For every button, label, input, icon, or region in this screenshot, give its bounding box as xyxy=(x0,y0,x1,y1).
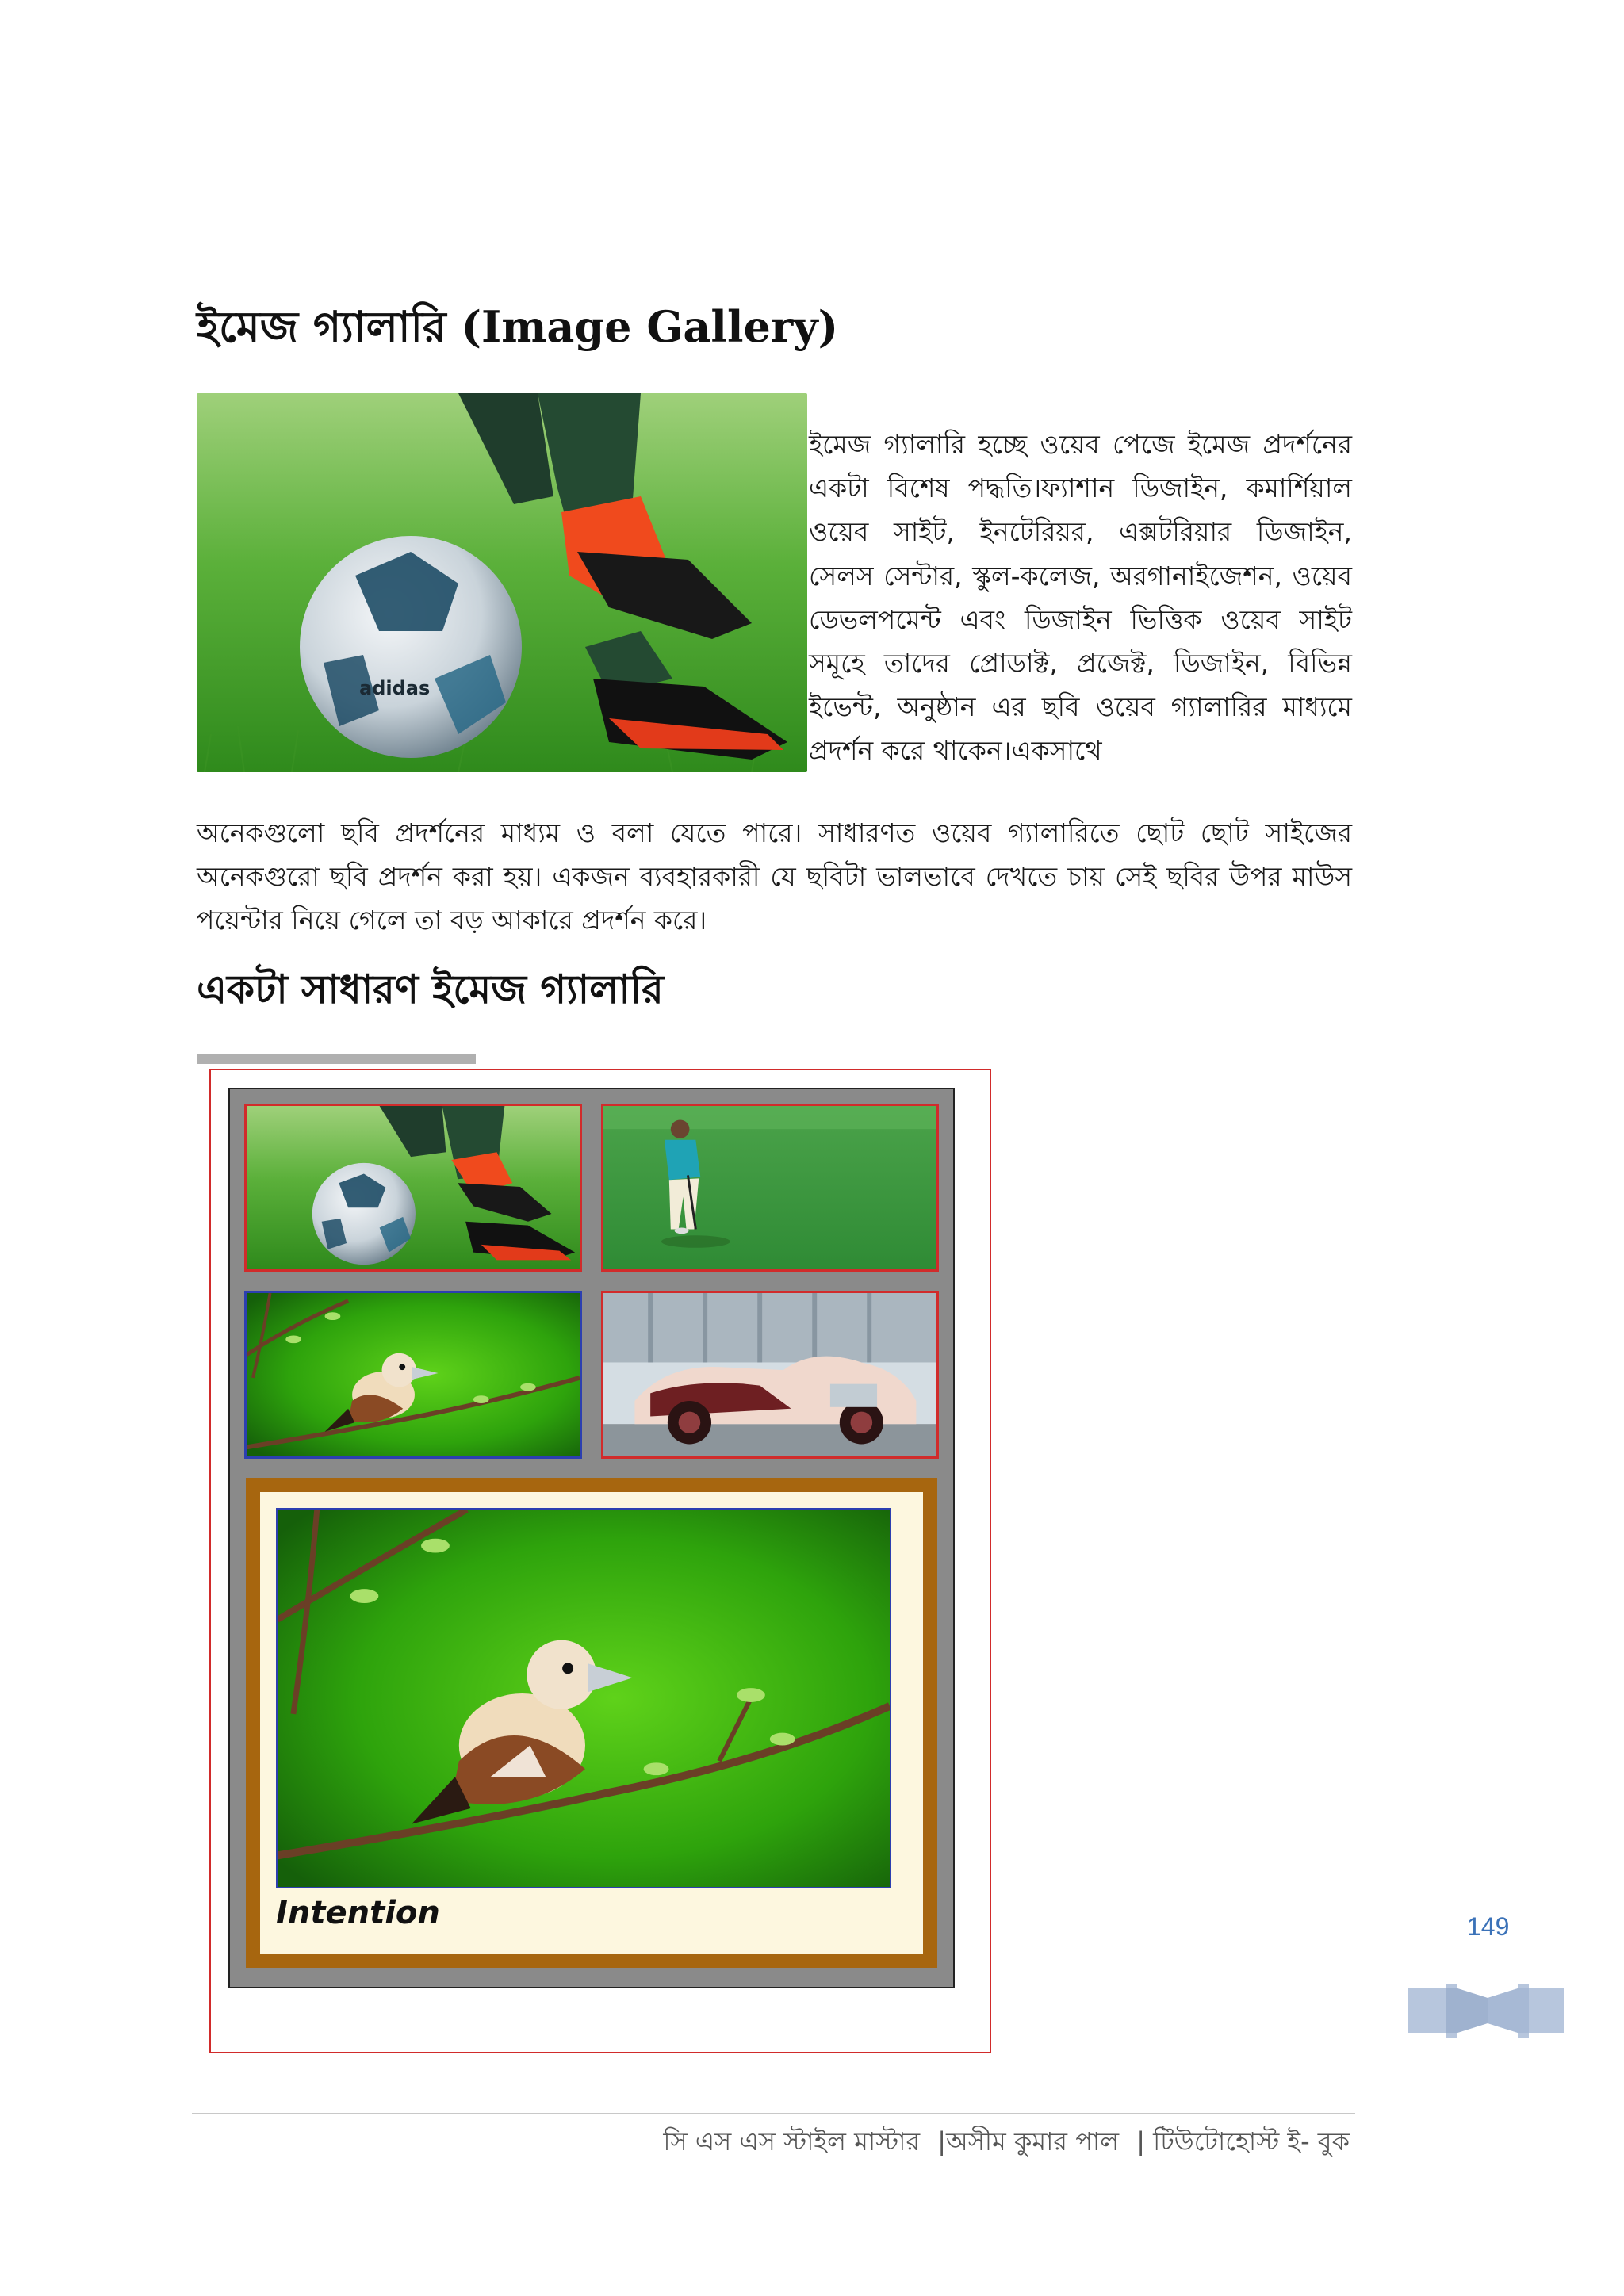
page-number: 149 xyxy=(1467,1912,1510,1941)
heading-underbar xyxy=(197,1054,476,1064)
gallery-thumb-soccer[interactable] xyxy=(244,1104,582,1272)
intro-soccer-image xyxy=(197,393,807,772)
bird-icon xyxy=(278,1510,890,1887)
footer-publisher: | টিউটোহোস্ট ই- বুক xyxy=(1136,2126,1350,2156)
ribbon-decoration xyxy=(1408,1982,1564,2039)
preview-caption: Intention xyxy=(276,1895,440,1931)
svg-text:adidas: adidas xyxy=(359,677,431,699)
intro-paragraph-continued: অনেকগুলো ছবি প্রদর্শনের মাধ্যম ও বলা যেতে পারে। সাধারণত ওয়েব গ্যালারিতে ছোট ছোট সাইজের অনেকগুরো ছবি প্রদর্শন করা হয়। একজন ব্যবহারকারী যে ছবিটা ভালভাবে দেখতে চায় সেই ছবির উপর মাউস পয়েন্টার নিয়ে গেলে তা বড় আকারে প্রদর্শন করে। xyxy=(197,817,1352,936)
golfer-icon xyxy=(603,1106,936,1269)
bird-icon xyxy=(247,1293,580,1456)
footer-book-title: সি এস এস স্টাইল মাস্টার xyxy=(663,2126,921,2156)
footer xyxy=(658,2122,1354,2164)
intro-paragraph: ইমেজ গ্যালারি হচ্ছে ওয়েব পেজে ইমেজ প্রদর্শনের একটা বিশেষ পদ্ধতি।ফ্যাশান ডিজাইন, কমার্শিয়াল ওয়েব সাইট, ইনটেরিয়র, এক্সটরিয়ার ডিজাইন, সেলস সেন্টার, স্কুল-কলেজ, অরগানাইজেশন, ওয়েব ডেভলপমেন্ট এবং ডিজাইন ভিত্তিক ওয়েব সাইট সমূহে তাদের প্রোডাক্ট, প্রজেক্ট, ডিজাইন, বিভিন্ন ইভেন্ট, অনুষ্ঠান এর ছবি ওয়েব গ্যালারির মাধ্যমে প্রদর্শন করে থাকেন।একসাথে xyxy=(809,429,1352,767)
footer-divider xyxy=(192,2113,1355,2114)
gallery-preview xyxy=(246,1478,937,1968)
page-title-english: (Image Gallery) xyxy=(461,301,839,352)
gallery-thumb-bird[interactable] xyxy=(244,1291,582,1459)
footer-author: |অসীম কুমার পাল xyxy=(937,2126,1120,2156)
gallery-thumb-car[interactable] xyxy=(601,1291,939,1459)
car-icon xyxy=(603,1293,936,1456)
image-gallery xyxy=(228,1088,955,1988)
page-title xyxy=(197,295,838,359)
section-heading: একটা সাধারণ ইমেজ গ্যালারি xyxy=(197,966,664,1012)
preview-panel xyxy=(260,1492,923,1954)
preview-image xyxy=(276,1508,891,1888)
gallery-thumb-golf[interactable] xyxy=(601,1104,939,1272)
page-title-bengali: ইমেজ গ্যালারি xyxy=(197,302,446,352)
soccer-ball-icon xyxy=(247,1106,580,1269)
